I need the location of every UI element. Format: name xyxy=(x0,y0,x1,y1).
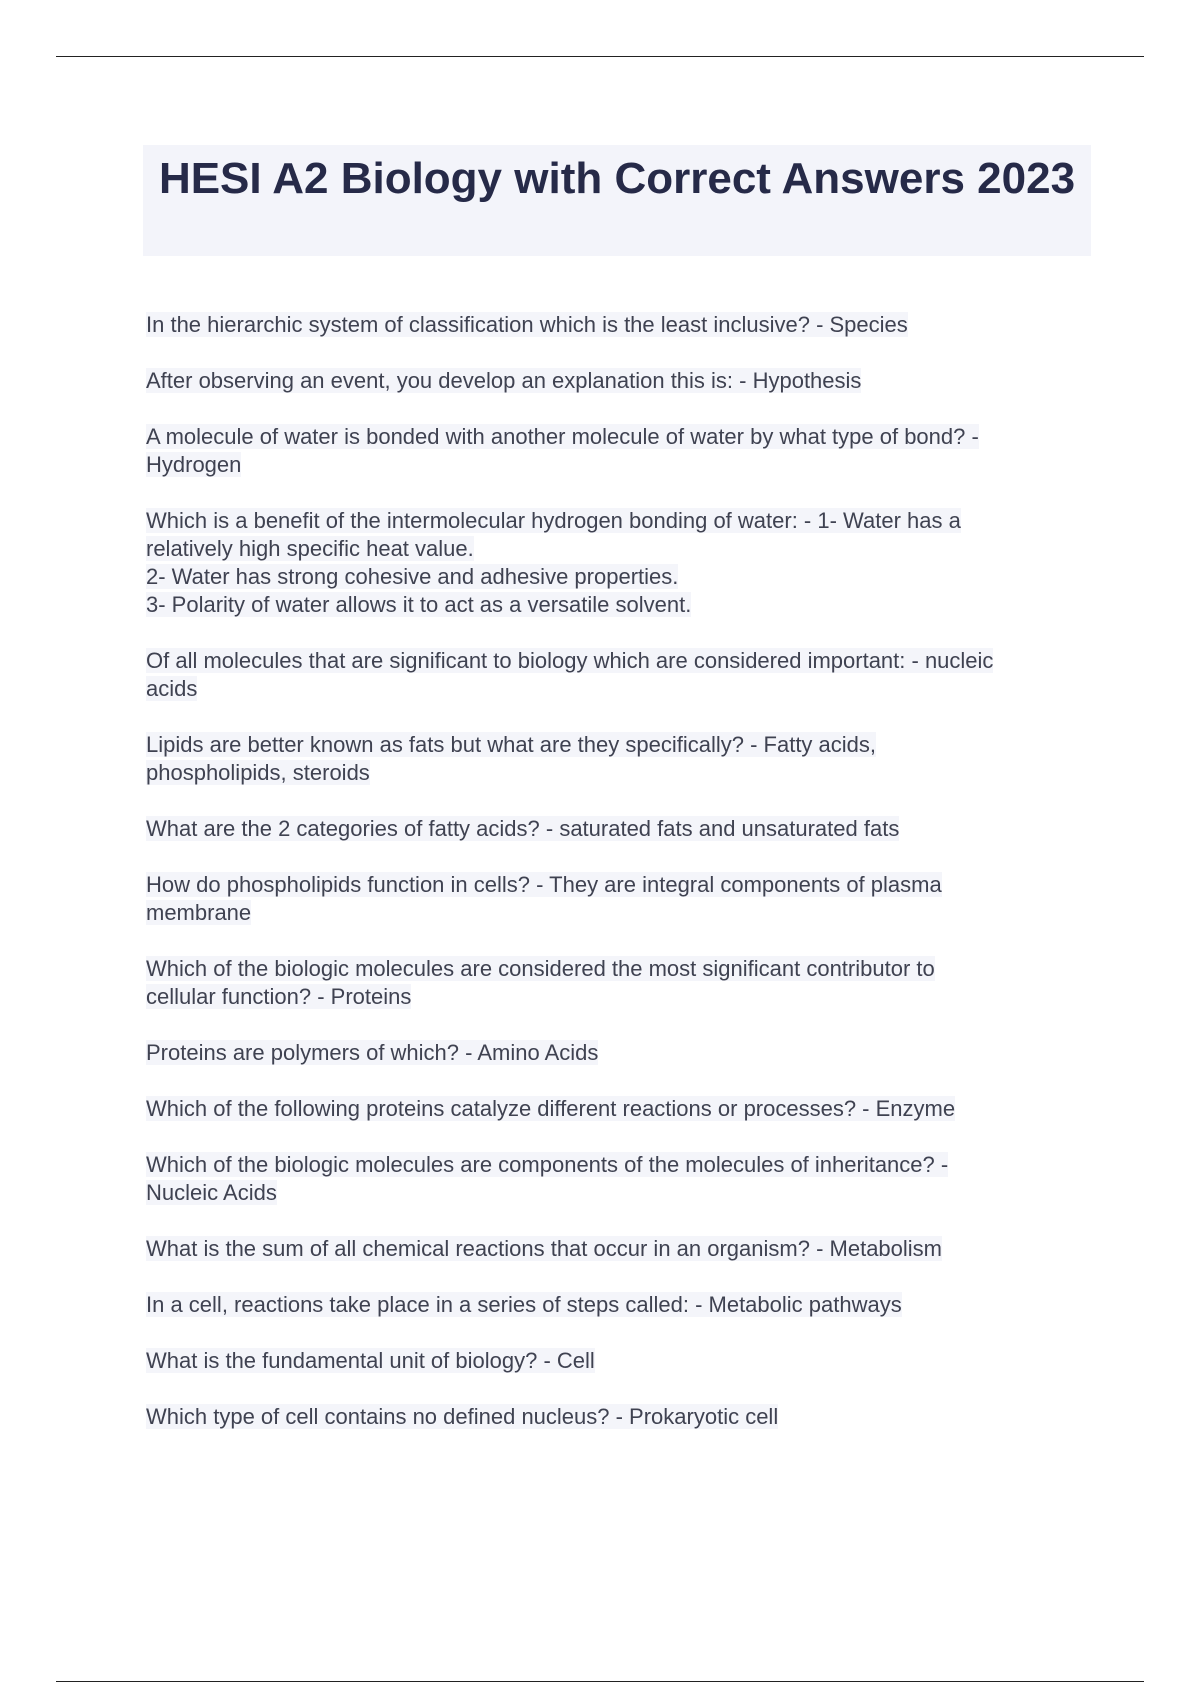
qa-item-text: How do phospholipids function in cells? - They are integral components of plasma membrane xyxy=(146,872,942,925)
qa-item-text: In a cell, reactions take place in a series of steps called: - Metabolic pathways xyxy=(146,1292,902,1317)
qa-item-text: Which is a benefit of the intermolecular hydrogen bonding of water: - 1- Water has a relatively high specific heat value. 2- Water has strong cohesive and adhesive properties. 3- Polarity of water allows it to act as a versatile solvent. xyxy=(146,508,961,617)
qa-item-text: Which type of cell contains no defined nucleus? - Prokaryotic cell xyxy=(146,1404,779,1429)
qa-item-text: Proteins are polymers of which? - Amino Acids xyxy=(146,1040,599,1065)
qa-item-text: In the hierarchic system of classification which is the least inclusive? - Species xyxy=(146,312,908,337)
qa-item xyxy=(146,1403,1086,1431)
qa-item xyxy=(146,955,1086,1011)
qa-item-text: Which of the biologic molecules are considered the most significant contributor to cellular function? - Proteins xyxy=(146,956,935,1009)
qa-item-text: A molecule of water is bonded with another molecule of water by what type of bond? - Hydrogen xyxy=(146,424,979,477)
qa-item xyxy=(146,367,1086,395)
qa-item xyxy=(146,1235,1086,1263)
qa-item xyxy=(146,1347,1086,1375)
qa-item-text: Lipids are better known as fats but what are they specifically? - Fatty acids, phospholipids, steroids xyxy=(146,732,877,785)
qa-item xyxy=(146,311,1086,339)
qa-item-text: After observing an event, you develop an explanation this is: - Hypothesis xyxy=(146,368,862,393)
qa-item xyxy=(146,1151,1086,1207)
qa-item-text: What are the 2 categories of fatty acids? - saturated fats and unsaturated fats xyxy=(146,816,900,841)
qa-item xyxy=(146,815,1086,843)
qa-item xyxy=(146,423,1086,479)
qa-item xyxy=(146,1039,1086,1067)
top-rule xyxy=(56,56,1144,57)
qa-item xyxy=(146,1291,1086,1319)
title-banner xyxy=(143,145,1091,256)
bottom-rule xyxy=(56,1681,1144,1682)
qa-item-text: What is the sum of all chemical reactions that occur in an organism? - Metabolism xyxy=(146,1236,942,1261)
qa-item xyxy=(146,1095,1086,1123)
qa-item-text: Of all molecules that are significant to biology which are considered important: - nucleic acids xyxy=(146,648,994,701)
qa-item-text: Which of the biologic molecules are components of the molecules of inheritance? - Nucleic Acids xyxy=(146,1152,949,1205)
qa-item xyxy=(146,731,1086,787)
page-title: HESI A2 Biology with Correct Answers 2023 xyxy=(158,154,1076,203)
qa-item-text: What is the fundamental unit of biology? - Cell xyxy=(146,1348,595,1373)
qa-item xyxy=(146,871,1086,927)
qa-item xyxy=(146,507,1086,619)
qa-list xyxy=(146,311,1086,1459)
qa-item-text: Which of the following proteins catalyze different reactions or processes? - Enzyme xyxy=(146,1096,956,1121)
qa-item xyxy=(146,647,1086,703)
